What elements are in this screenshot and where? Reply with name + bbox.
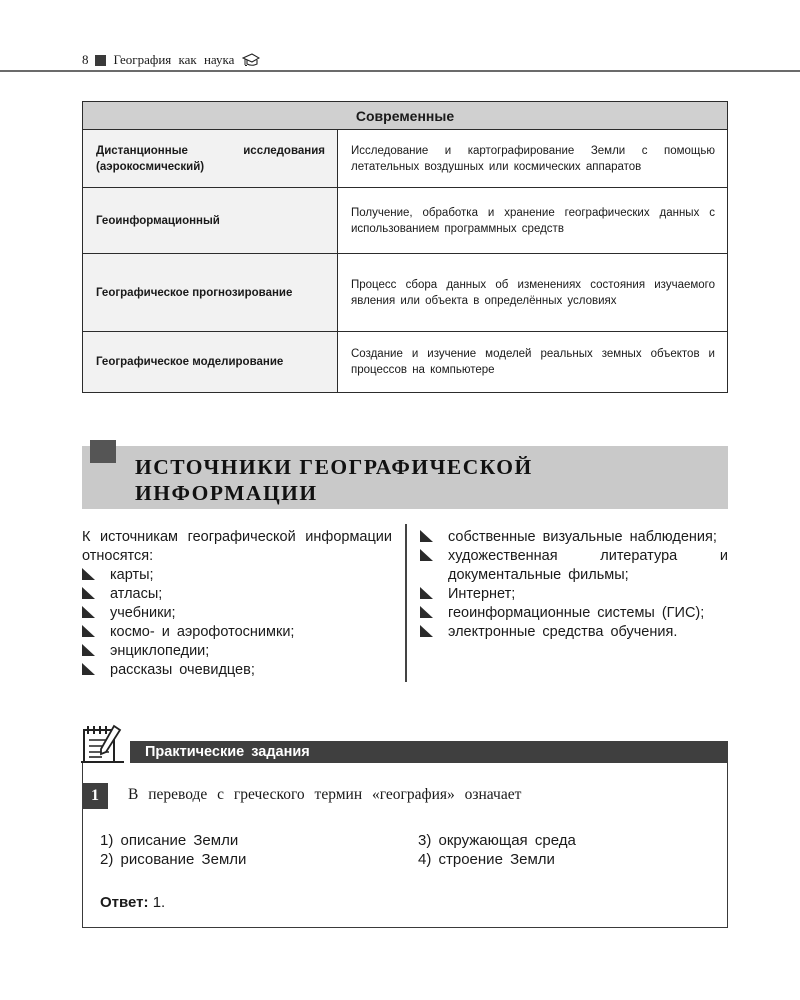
bullet-triangle-icon: [82, 606, 95, 618]
bullet-triangle-icon: [82, 644, 95, 656]
method-name: Географическое моделирование: [83, 332, 338, 393]
answer-option: 2) рисование Земли: [100, 851, 247, 868]
answer-value: 1.: [152, 894, 166, 911]
answer-option: 1) описание Земли: [100, 832, 239, 849]
list-item: учебники;: [82, 604, 392, 623]
sources-left-column: [82, 528, 392, 680]
header-rule: [0, 70, 800, 72]
answer-option: 3) окружающая среда: [418, 832, 576, 849]
column-divider: [405, 524, 407, 682]
method-description: Процесс сбора данных об изменениях состояния изучаемого явления или объекта в определённых условиях: [338, 254, 728, 332]
bullet-triangle-icon: [82, 663, 95, 675]
list-item: художественная литература и документальные фильмы;: [420, 547, 728, 585]
table-row: [83, 332, 728, 393]
bullet-triangle-icon: [420, 530, 433, 542]
method-description: Создание и изучение моделей реальных земных объектов и процессов на компьютере: [338, 332, 728, 393]
list-item: электронные средства обучения.: [420, 623, 728, 642]
page-number: 8: [82, 52, 89, 67]
list-item: космо- и аэрофотоснимки;: [82, 623, 392, 642]
tasks-header: Практические задания: [130, 741, 728, 763]
list-item: собственные визуальные наблюдения;: [420, 528, 728, 547]
running-header: [82, 50, 260, 70]
list-item: атласы;: [82, 585, 392, 604]
header-square-marker: [95, 55, 106, 66]
list-item: карты;: [82, 566, 392, 585]
bullet-triangle-icon: [82, 625, 95, 637]
bullet-triangle-icon: [420, 587, 433, 599]
list-item: геоинформационные системы (ГИС);: [420, 604, 728, 623]
table-heading: Современные: [83, 102, 728, 130]
method-name: Географическое прогнозирование: [83, 254, 338, 332]
notepad-pencil-icon: [80, 722, 126, 766]
method-name: Дистанционные исследования (аэрокосмический): [83, 130, 338, 188]
list-item: энциклопедии;: [82, 642, 392, 661]
method-description: Получение, обработка и хранение географических данных с использованием программных средств: [338, 188, 728, 254]
table-row: [83, 130, 728, 188]
answer-line: [100, 894, 165, 911]
bullet-triangle-icon: [420, 549, 433, 561]
section-title: ИСТОЧНИКИ ГЕОГРАФИЧЕСКОЙ ИНФОРМАЦИИ: [135, 455, 533, 505]
sources-right-column: [420, 528, 728, 642]
list-item: рассказы очевидцев;: [82, 661, 392, 680]
task-number: 1: [82, 783, 108, 809]
bullet-triangle-icon: [82, 587, 95, 599]
bullet-triangle-icon: [420, 606, 433, 618]
graduation-cap-icon: [242, 53, 260, 67]
method-description: Исследование и картографирование Земли с помощью летательных воздушных или космических аппаратов: [338, 130, 728, 188]
answer-option: 4) строение Земли: [418, 851, 555, 868]
sources-intro: К источникам географической информации относятся:: [82, 529, 392, 564]
bullet-triangle-icon: [82, 568, 95, 580]
methods-table: [82, 101, 728, 393]
table-row: [83, 188, 728, 254]
running-section-title: География как наука: [113, 52, 235, 67]
bullet-triangle-icon: [420, 625, 433, 637]
answer-label: Ответ:: [100, 894, 149, 911]
task-question: В переводе с греческого термин «география» означает: [128, 786, 522, 803]
method-name: Геоинформационный: [83, 188, 338, 254]
table-row: [83, 254, 728, 332]
section-square-marker: [90, 440, 116, 463]
list-item: Интернет;: [420, 585, 728, 604]
